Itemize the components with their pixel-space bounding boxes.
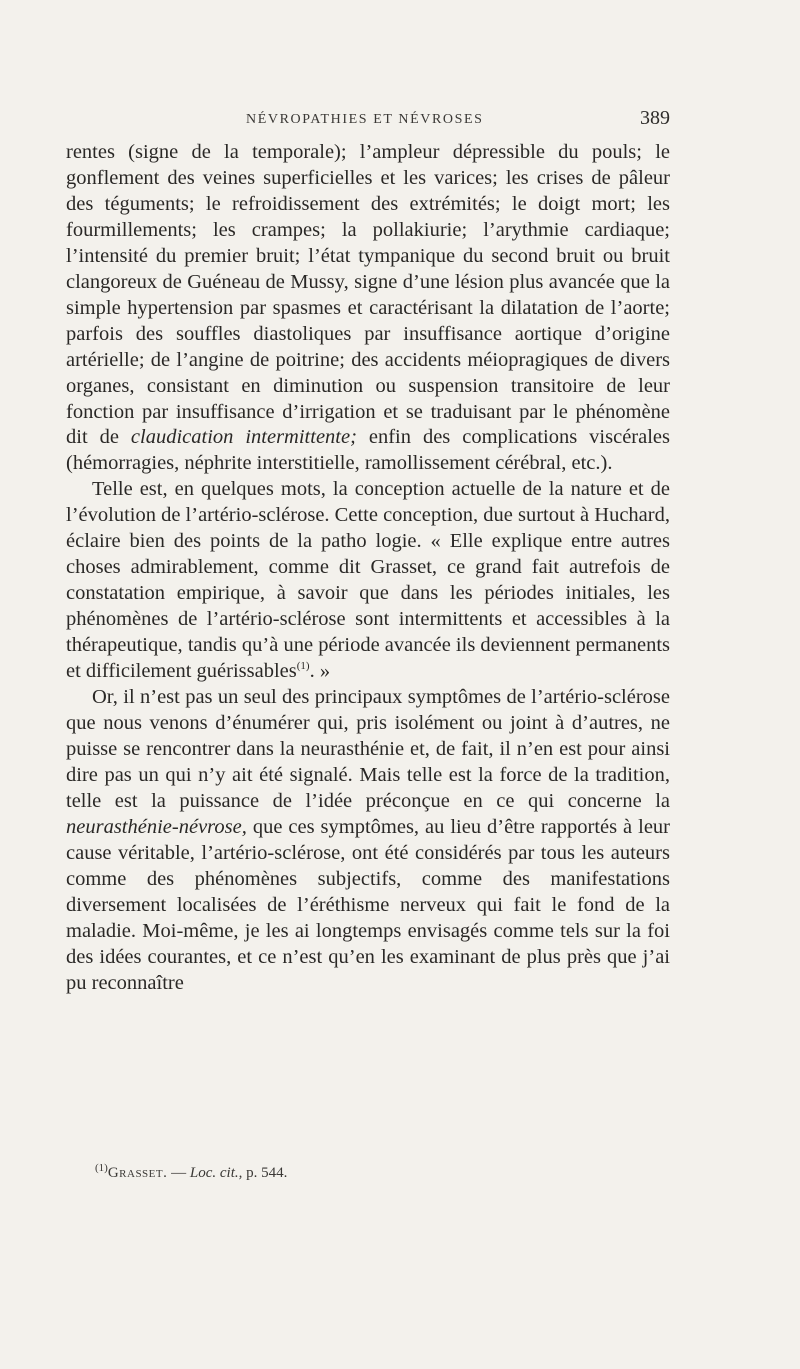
paragraph-3-italic: neurasthénie-névrose,	[66, 815, 247, 838]
page-header	[66, 104, 670, 134]
footnote-author: Grasset.	[107, 1165, 168, 1181]
footnote-reference-text: Loc. cit.,	[189, 1165, 243, 1181]
footnote-reference: (1)	[296, 660, 310, 673]
page-number: 389	[640, 107, 670, 129]
footnote-marker: (1)	[95, 1162, 108, 1174]
footnote	[95, 1162, 655, 1182]
paragraph-2-text-a: Telle est, en quelques mots, la conception actuelle de la nature et de l’évolution de l’artério-sclérose. Cette conception, due surtout à Huchard, éclaire bien des points de la patho logie. « Elle explique entre autres choses admirablement, comme dit Grasset, ce grand fait autrefois de constatation empirique, à savoir que dans les périodes initiales, les phénomènes de l’artério-sclérose sont intermittents et accessibles à la thérapeutique, tandis qu’à une période avancée ils deviennent permanents et difficilement guérissables	[66, 478, 670, 683]
body-text	[66, 140, 670, 996]
paragraph-2-text-b: . »	[309, 660, 331, 683]
paragraph-1	[66, 140, 670, 477]
paragraph-3	[66, 685, 670, 996]
paragraph-1-text-a: rentes (signe de la temporale); l’ampleur dépressible du pouls; le gonflement des veines superficielles et les varices; les crises de pâleur des téguments; le refroidissement des extrémités; le doigt mort; les fourmillements; les crampes; la pollakiurie; l’arythmie cardiaque; l’intensité du premier bruit; l’état tympanique du second bruit ou bruit clangoreux de Guéneau de Mussy, signe d’une lésion plus avancée que la simple hypertension par spasmes et caractérisant la dilatation de l’aorte; parfois des souffles diastoliques par insuffisance aortique d’origine artérielle; de l’angine de poitrine; des accidents méiopragiques de divers organes, consistant en diminution ou suspension transitoire de leur fonction par insuffisance d’irrigation et se traduisant par le phénomène dit de	[66, 141, 670, 449]
paragraph-2	[66, 477, 670, 685]
paragraph-3-text-a: Or, il n’est pas un seul des principaux symptômes de l’artério-sclérose que nous venons d’énumérer qui, pris isolément ou joint à d’autres, ne puisse se rencontrer dans la neurasthénie et, de fait, il n’en est pour ainsi dire pas un qui n’y ait été signalé. Mais telle est la force de la tradition, telle est la puissance de l’idée préconçue en ce qui concerne la	[66, 686, 670, 812]
paragraph-1-text-b: enfin des complications viscérales (hémorragies, néphrite interstitielle, ramollissement cérébral, etc.).	[66, 426, 670, 475]
running-title: NÉVROPATHIES ET NÉVROSES	[246, 112, 484, 127]
paragraph-3-text-b: que ces symptômes, au lieu d’être rapportés à leur cause véritable, l’artério-sclérose, ont été considérés par tous les auteurs comme des phénomènes subjectifs, comme des manifestations diversement localisées de l’éréthisme nerveux qui fait le fond de la maladie. Moi-même, je les ai longtemps envisagés comme tels sur la foi des idées courantes, et ce n’est qu’en les examinant de plus près que j’ai pu reconnaître	[66, 815, 670, 994]
footnote-page: p. 544.	[242, 1165, 288, 1181]
paragraph-1-italic: claudication intermittente;	[130, 426, 357, 449]
footnote-dash: —	[167, 1165, 190, 1181]
